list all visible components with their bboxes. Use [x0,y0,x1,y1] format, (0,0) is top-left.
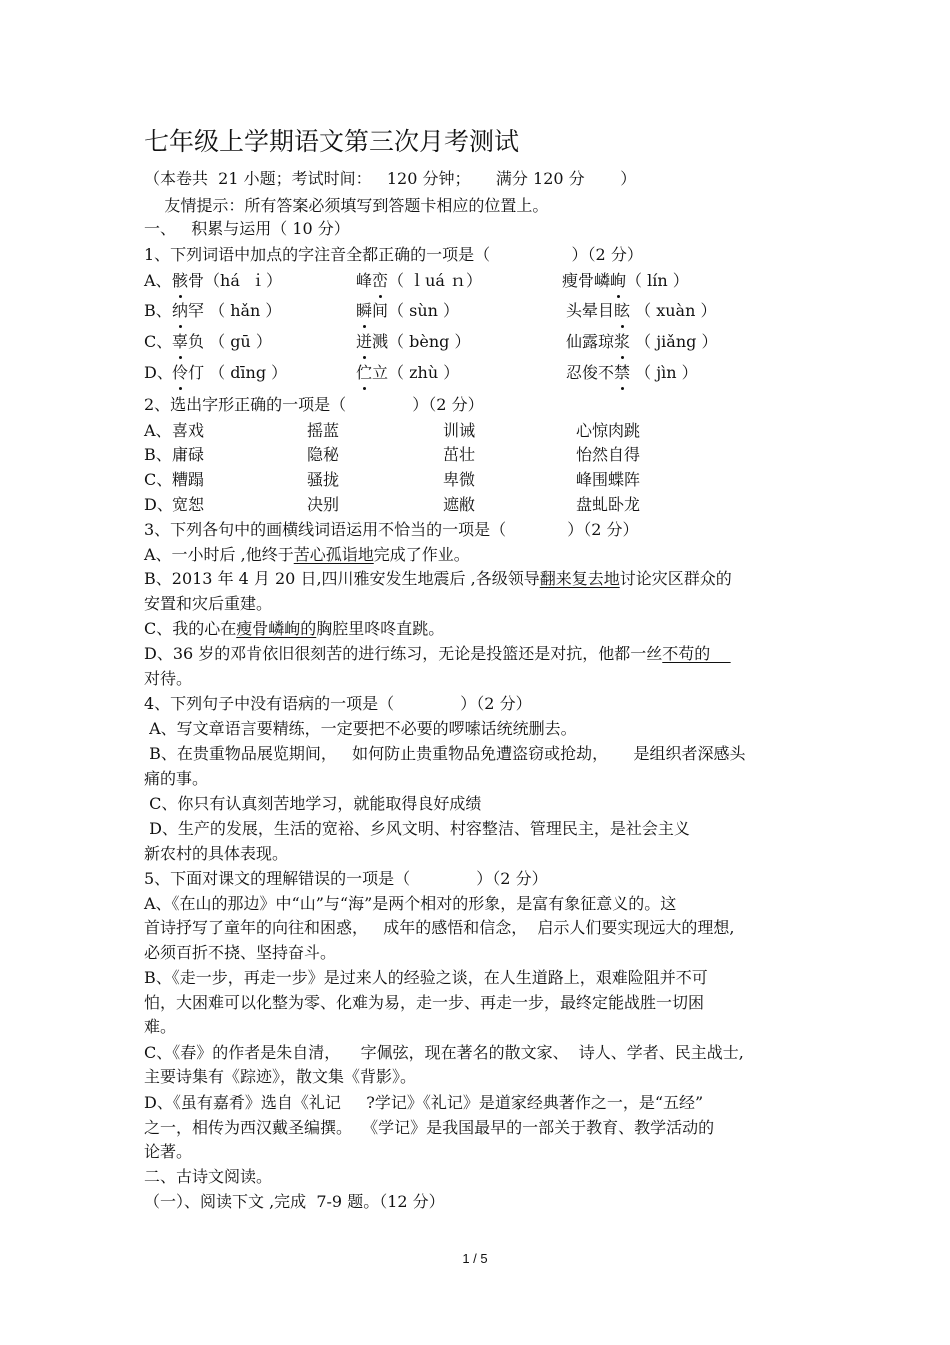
word: 峰围蝶阵 [576,470,641,489]
q1-a-word2: 峰峦（ ｌuá ｎ） [356,271,483,290]
word: 训诫 [443,421,476,440]
option-letter: A、 [144,271,172,290]
q3-option-a: A、一小时后 ,他终于苦心孤诣地完成了作业。 [144,545,470,564]
q5-option-c-cont: 主要诗集有《踪迹》，散文集《背影》。 [144,1067,417,1086]
q4-option-b: B、在贵重物品展览期间， 如何防止贵重物品免遭盗窃或抢劫， 是组织者深感头 [144,744,746,763]
q1-b-word: 纳罕 （ hǎn ） [172,301,282,320]
word: 糟蹋 [172,470,205,489]
page-number: 1 / 5 [462,1251,488,1266]
q1-c-word3: 仙露琼浆 （ jiǎng ） [566,332,718,351]
option-letter: B、 [144,445,172,464]
option-letter: D、 [144,495,173,514]
q3-stem: 3、下列各句中的画横线词语运用不恰当的一项是（ ）（2 分） [144,520,639,539]
q5-option-a-cont: 首诗抒写了童年的向往和困惑， 成年的感悟和信念， 启示人们要实现远大的理想, [144,918,735,937]
q1-b-word3: 头晕目眩 （ xuàn ） [566,301,717,320]
q4-option-a: A、写文章语言要精练，一定要把不必要的啰嗦话统统删去。 [144,719,577,738]
word: 摇蓝 [307,421,340,440]
word: 宽恕 [172,495,205,514]
q3-option-b-cont: 安置和灾后重建。 [144,594,273,613]
word: 决别 [307,495,340,514]
q1-a-word3: 瘦骨嶙峋（ lín ） [562,271,689,290]
option-letter: B、 [144,301,172,320]
q1-c-word: 辜负 （ gū ） [172,332,272,351]
word: 盘虬卧龙 [576,495,641,514]
q4-option-b-cont: 痛的事。 [144,769,209,788]
word: 隐秘 [307,445,340,464]
word: 喜戏 [172,421,205,440]
option-letter: C、 [144,332,173,351]
word: 心惊肉跳 [576,421,641,440]
q3-option-d-cont: 对待。 [144,669,193,688]
word: 庸碌 [172,445,205,464]
q5-option-b: B、《走一步，再走一步》是过来人的经验之谈，在人生道路上，艰难险阻并不可 [144,968,708,987]
exam-info: （本卷共 21 小题；考试时间： 120 分钟； 满分 120 分 ） [144,169,637,188]
q4-option-c: C、你只有认真刻苦地学习，就能取得良好成绩 [144,794,482,813]
subsection-1-heading: （一）、阅读下文 ,完成 7-9 题。（12 分） [144,1192,445,1211]
word: 怡然自得 [576,445,641,464]
section-2-heading: 二、古诗文阅读。 [144,1167,273,1186]
q1-d-word3: 忍俊不禁 （ jìn ） [566,363,698,382]
q1-stem: 1、下列词语中加点的字注音全都正确的一项是（ ）（2 分） [144,245,643,264]
q5-option-a: A、《在山的那边》中“山”与“海”是两个相对的形象，是富有象征意义的。这 [144,894,677,913]
option-letter: C、 [144,470,173,489]
q1-b-word2: 瞬间（ sùn ） [356,301,460,320]
q4-option-d-cont: 新农村的具体表现。 [144,844,289,863]
q5-option-c: C、《春》的作者是朱自清， 字佩弦，现在著名的散文家、 诗人、学者、民主战士, [144,1043,744,1062]
q5-option-d: D、《虽有嘉肴》选自《礼记 ?学记》《礼记》是道家经典著作之一，是“五经” [144,1093,704,1112]
section-1-heading: 一、 积累与运用（ 10 分） [144,219,350,238]
q5-option-a-cont2: 必须百折不挠、坚持奋斗。 [144,943,337,962]
q3-option-d: D、36 岁的邓肯依旧很刻苦的进行练习，无论是投篮还是对抗，他都一丝不苟的 [144,644,731,663]
q1-a-word: 骸骨（há ｉ） [172,271,283,290]
tip-line: 友情提示：所有答案必须填写到答题卡相应的位置上。 [144,196,549,215]
option-letter: D、 [144,363,173,382]
word: 卑微 [443,470,476,489]
q5-option-d-cont: 之一，相传为西汉戴圣编撰。 《学记》是我国最早的一部关于教育、教学活动的 [144,1118,715,1137]
word: 茁壮 [443,445,476,464]
q5-stem: 5、下面对课文的理解错误的一项是（ ）（2 分） [144,869,548,888]
word: 骚拢 [307,470,340,489]
word: 遮敝 [443,495,476,514]
q4-stem: 4、下列句子中没有语病的一项是（ ）（2 分） [144,694,532,713]
q5-option-b-cont2: 难。 [144,1017,177,1036]
q3-option-b: B、2013 年 4 月 20 日,四川雅安发生地震后 ,各级领导翻来复去地讨论灾区群众的 [144,569,732,588]
q2-stem: 2、选出字形正确的一项是（ ）（2 分） [144,395,484,414]
q4-option-d: D、生产的发展，生活的宽裕、乡风文明、村容整洁、管理民主，是社会主义 [144,819,690,838]
q1-d-word: 伶仃 （ dīng ） [172,363,288,382]
q1-d-word2: 伫立（ zhù ） [356,363,460,382]
q3-option-c: C、我的心在瘦骨嶙峋的胸腔里咚咚直跳。 [144,619,445,638]
option-letter: A、 [144,421,172,440]
exam-title: 七年级上学期语文第三次月考测试 [144,127,520,156]
q1-c-word2: 迸溅（ bèng ） [356,332,471,351]
q5-option-b-cont: 怕，大困难可以化整为零、化难为易，走一步、再走一步，最终定能战胜一切困 [144,993,705,1012]
q5-option-d-cont2: 论著。 [144,1142,193,1161]
